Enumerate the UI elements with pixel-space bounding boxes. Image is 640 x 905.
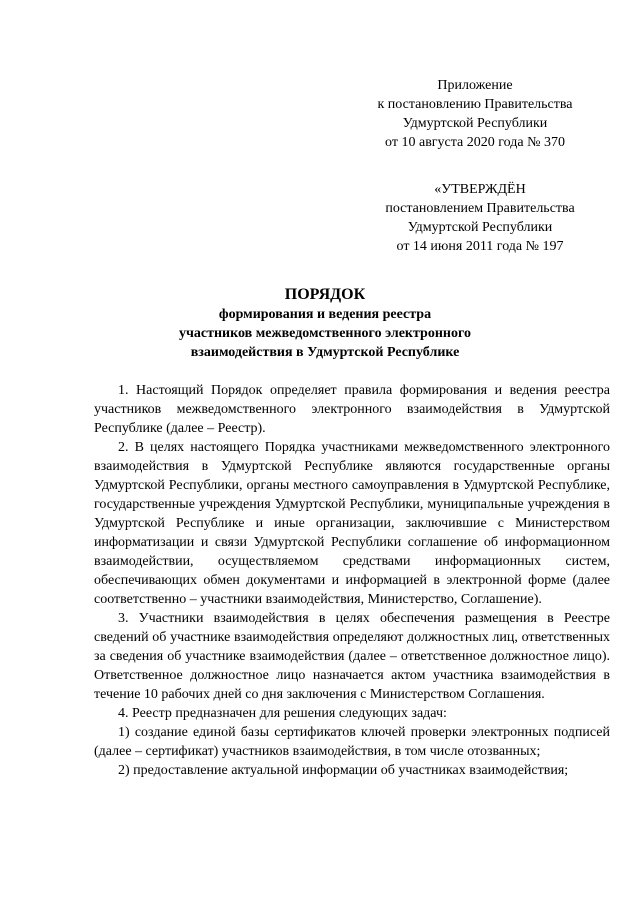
approved-line-1: «УТВЕРЖДЁН: [434, 182, 526, 197]
appendix-line-3: Удмуртской Республики: [402, 116, 548, 131]
appendix-line-2: к постановлению Правительства: [377, 97, 573, 112]
title-main: ПОРЯДОК: [284, 286, 366, 303]
paragraph-3: 3. Участники взаимодействия в целях обеспечения размещения в Реестре сведений об участнике взаимодействия определяют должностных лиц, ответственных за сведения об участнике взаимодействия (далее – ответственное должностное лицо). Ответственное должностное лицо назначается актом участника взаимодействия в течение 10 рабочих дней со дня заключения с Министерством Соглашения.: [94, 611, 610, 702]
paragraph-1: 1. Настоящий Порядок определяет правила формирования и ведения реестра участников межведомственного электронного взаимодействия в Удмуртской Республике (далее – Реестр).: [94, 383, 610, 436]
title-line-3: участников межведомственного электронного: [179, 326, 471, 341]
approved-line-3: Удмуртской Республики: [407, 220, 553, 235]
approved-line-4: от 14 июня 2011 года № 197: [396, 239, 564, 254]
appendix-line-1: Приложение: [437, 78, 513, 93]
appendix-line-4: от 10 августа 2020 года № 370: [385, 135, 565, 150]
approved-line-2: постановлением Правительства: [385, 201, 575, 216]
title-line-2: формирования и ведения реестра: [218, 307, 432, 322]
document-title: [100, 285, 550, 362]
paragraph-5: 1) создание единой базы сертификатов ключей проверки электронных подписей (далее – сертификат) участников взаимодействия, в том числе отозванных;: [94, 725, 610, 759]
document-body: [94, 381, 610, 780]
approval-stamp: [350, 180, 610, 256]
appendix-header: [350, 76, 600, 152]
paragraph-2: 2. В целях настоящего Порядка участниками межведомственного электронного взаимодействия в Удмуртской Республике являются государственные органы Удмуртской Республики, органы местного самоуправления в Удмуртской Республике, государственные учреждения Удмуртской Республики, муниципальные учреждения в Удмуртской Республике и иные организации, заключившие с Министерством информатизации и связи Удмуртской Республики соглашение об информационном взаимодействии, осуществляемом средствами информационных систем, обеспечивающих обмен документами и информацией в электронной форме (далее соответственно – участники взаимодействия, Министерство, Соглашение).: [94, 440, 610, 607]
paragraph-4: 4. Реестр предназначен для решения следующих задач:: [118, 706, 447, 721]
title-line-4: взаимодействия в Удмуртской Республике: [190, 345, 460, 360]
paragraph-6: 2) предоставление актуальной информации об участниках взаимодействия;: [118, 763, 569, 778]
